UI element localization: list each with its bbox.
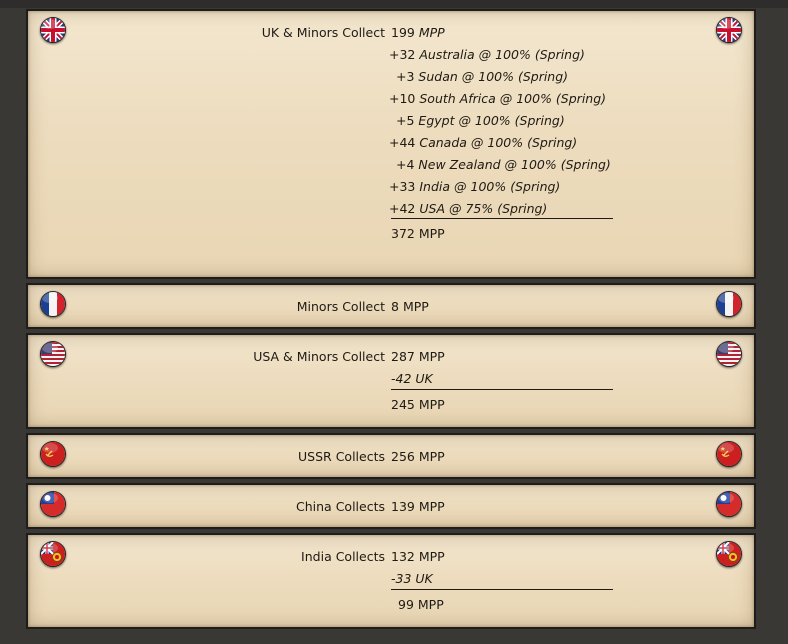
ussr-header-value: 256 MPP xyxy=(391,449,445,464)
uk-header-value: 199 MPP xyxy=(391,25,445,40)
contribution-canada: +44 Canada @ 100% (Spring) xyxy=(389,135,578,150)
india-panel xyxy=(26,533,756,629)
usa-total: 245 MPP xyxy=(391,397,445,412)
usa-panel xyxy=(26,333,756,429)
usa-header-value: 287 MPP xyxy=(391,349,445,364)
contribution-egypt: +5 Egypt @ 100% (Spring) xyxy=(396,113,565,128)
uk-total: 372 MPP xyxy=(391,226,445,241)
ussr-flag-icon xyxy=(40,441,66,467)
contribution-usa: +42 USA @ 75% (Spring) xyxy=(389,201,548,216)
china-flag-icon xyxy=(716,491,742,517)
china-panel xyxy=(26,483,756,529)
france-header-value: 8 MPP xyxy=(391,299,429,314)
china-flag-icon xyxy=(40,491,66,517)
france-flag-icon xyxy=(40,291,66,317)
contribution-south-africa: +10 South Africa @ 100% (Spring) xyxy=(389,91,607,106)
usa-deduction: -42 UK xyxy=(391,371,433,386)
uk-flag-icon xyxy=(716,17,742,43)
contribution-sudan: +3 Sudan @ 100% (Spring) xyxy=(396,69,569,84)
usa-flag-icon xyxy=(40,341,66,367)
ussr-flag-icon xyxy=(716,441,742,467)
uk-flag-icon xyxy=(40,17,66,43)
usa-flag-icon xyxy=(716,341,742,367)
top-bar xyxy=(0,0,788,8)
uk-panel xyxy=(26,9,756,279)
france-flag-icon xyxy=(716,291,742,317)
usa-header: USA & Minors Collect xyxy=(253,349,385,364)
china-header: China Collects xyxy=(296,499,385,514)
ussr-header: USSR Collects xyxy=(298,449,385,464)
india-flag-icon xyxy=(40,541,66,567)
sum-divider xyxy=(391,389,613,390)
uk-header xyxy=(262,26,385,40)
india-total: 99 MPP xyxy=(398,597,444,612)
contribution-australia: +32 Australia @ 100% (Spring) xyxy=(389,47,585,62)
contribution-new-zealand: +4 New Zealand @ 100% (Spring) xyxy=(396,157,611,172)
sum-divider xyxy=(391,589,613,590)
france-panel xyxy=(26,283,756,329)
header-label: UK & Minors Collect xyxy=(261,25,385,40)
sum-divider xyxy=(391,218,613,219)
contribution-india: +33 India @ 100% (Spring) xyxy=(389,179,561,194)
india-header-value: 132 MPP xyxy=(391,549,445,564)
china-header-value: 139 MPP xyxy=(391,499,445,514)
india-flag-icon xyxy=(716,541,742,567)
india-deduction: -33 UK xyxy=(391,571,433,586)
india-header: India Collects xyxy=(301,549,385,564)
ussr-panel xyxy=(26,433,756,479)
france-header: Minors Collect xyxy=(296,299,385,314)
